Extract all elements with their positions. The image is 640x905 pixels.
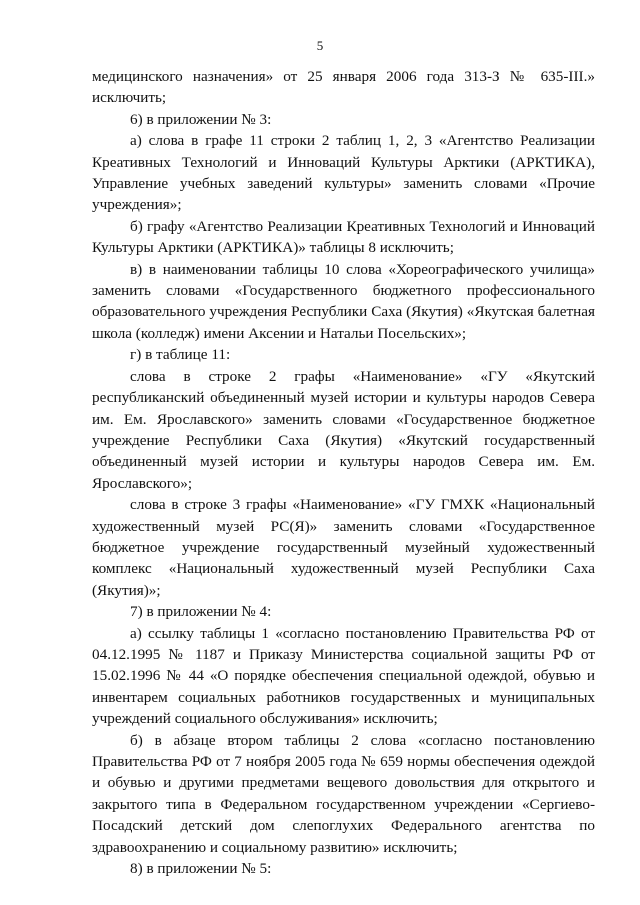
paragraph-table11-row3: слова в строке 3 графы «Наименование» «ГУ ГМХК «Национальный художественный музей РС(Я)» заменить словами «Государственное бюджетное учреждение государственный музейный художественный комплекс «Национальный художественный музей Республики Саха (Якутия)»; bbox=[92, 496, 595, 599]
paragraph-item-7: 7) в приложении № 4: bbox=[130, 603, 272, 621]
paragraph-item-6g: г) в таблице 11: bbox=[130, 346, 231, 364]
paragraph-item-8: 8) в приложении № 5: bbox=[130, 860, 272, 878]
paragraph-item-6b: б) графу «Агентство Реализации Креативных Технологий и Инноваций Культуры Арктики (АРКТИКА)» таблицы 8 исключить; bbox=[92, 217, 595, 257]
paragraph-item-6a: а) слова в графе 11 строки 2 таблиц 1, 2, 3 «Агентство Реализации Креативных Технологий и Инноваций Культуры Арктики (АРКТИКА), Управление учебных заведений культуры» заменить словами «Прочие учреждения»; bbox=[92, 132, 595, 214]
document-body bbox=[92, 66, 595, 879]
page-number: 5 bbox=[316, 38, 324, 53]
paragraph-item-6: 6) в приложении № 3: bbox=[130, 110, 272, 128]
paragraph-continuation: медицинского назначения» от 25 января 2006 года 313-З № 635-III.» исключить; bbox=[92, 68, 595, 107]
paragraph-item-6v: в) в наименовании таблицы 10 слова «Хореографического училища» заменить словами «Государственного бюджетного профессионального образовательного учреждения Республики Саха (Якутия) «Якутская балетная школа (колледж) имени Аксении и Натальи Посельских»; bbox=[92, 260, 595, 342]
paragraph-item-7a: а) ссылку таблицы 1 «согласно постановлению Правительства РФ от 04.12.1995 № 1187 и Приказу Министерства социальной защиты РФ от 15.02.1996 № 44 «О порядке обеспечения специальной одеждой, обувью и инвентарем социальных работников государственных и муниципальных учреждений социального обслуживания» исключить; bbox=[92, 624, 595, 728]
paragraph-item-7b: б) в абзаце втором таблицы 2 слова «согласно постановлению Правительства РФ от 7 ноября 2005 года № 659 нормы обеспечения одеждой и обувью и другими предметами вещевого довольствия для открытого и закрытого типа в Федеральном государственном учреждении «Сергиево-Посадский детский дом слепоглухих Федерального агентства по здравоохранению и социальному развитию» исключить; bbox=[92, 731, 595, 856]
paragraph-table11-row2: слова в строке 2 графы «Наименование» «ГУ «Якутский республиканский объединенный музей истории и культуры народов Севера им. Ем. Ярославского» заменить словами «Государственное бюджетное учреждение Республики Саха (Якутия) «Якутский государственный объединенный музей истории и культуры народов Севера им. Ем. Ярославского»; bbox=[92, 367, 595, 492]
